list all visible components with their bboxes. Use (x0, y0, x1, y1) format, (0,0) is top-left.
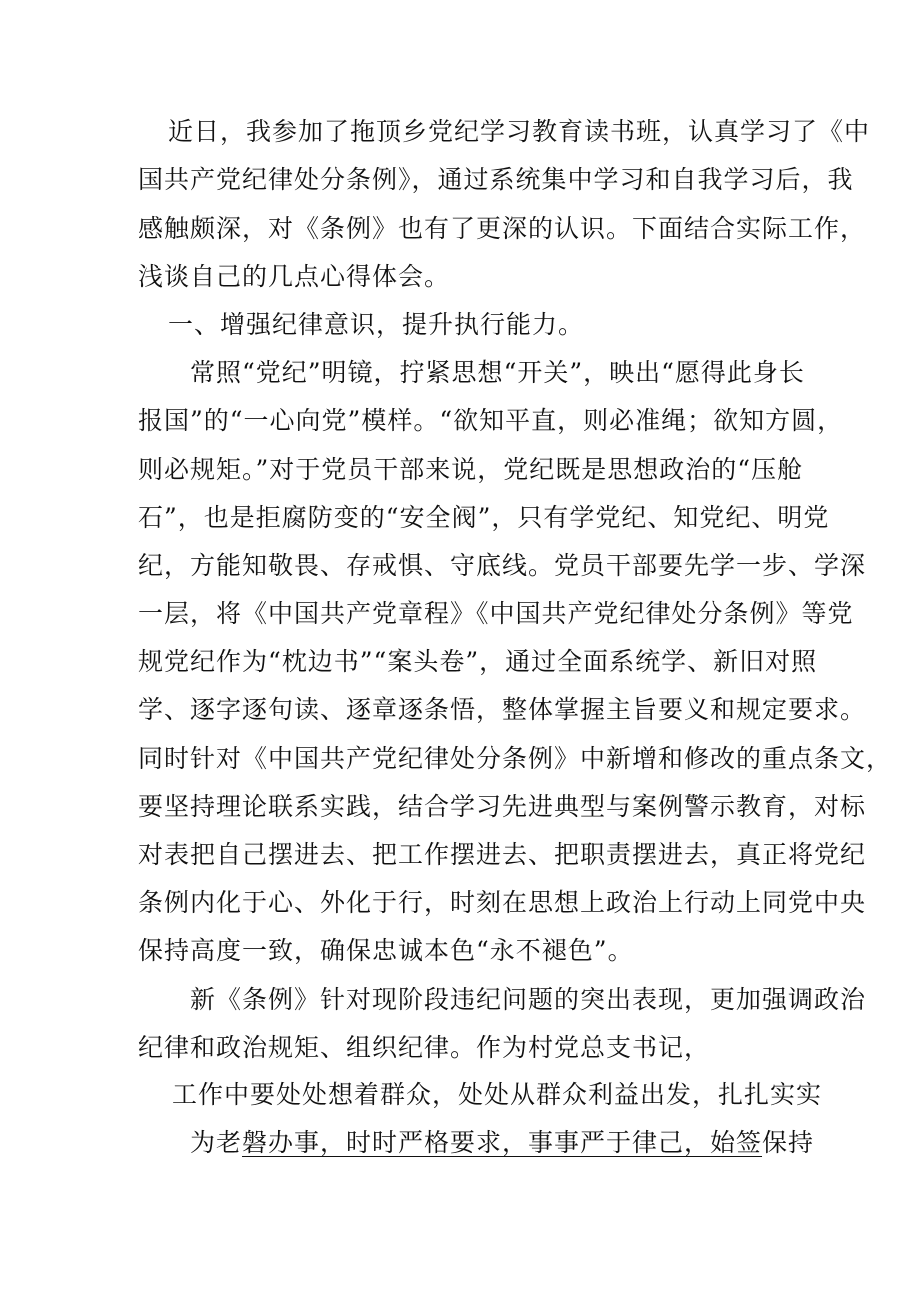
paragraph3-line-4 (190, 1128, 814, 1158)
section-heading-1: 一、增强纪律意识，提升执行能力。 (168, 310, 585, 339)
paragraph2-line-3: 则必规矩。”对于党员干部来说，党纪既是思想政治的“压舱 (138, 455, 804, 484)
paragraph2-line-10: 要坚持理论联系实践，结合学习先进典型与案例警示教育，对标 (138, 792, 867, 821)
paragraph3-line-2: 纪律和政治规矩、组织纪律。作为村党总支书记， (138, 1033, 711, 1062)
paragraph3-line-3: 工作中要处处想着群众，处处从群众利益出发，扎扎实实 (172, 1080, 823, 1109)
paragraph1-line-2: 国共产党纪律处分条例》，通过系统集中学习和自我学习后，我 (138, 165, 854, 194)
paragraph2-line-4: 石”，也是拒腐防变的“安全阀”，只有学党纪、知党纪、明党 (138, 503, 830, 532)
paragraph2-line-13: 保持高度一致，确保忠诚本色“永不褪色”。 (138, 936, 634, 965)
paragraph2-line-7: 规党纪作为“枕边书”“案头卷”，通过全面系统学、新旧对照 (138, 647, 818, 676)
paragraph2-line-8: 学、逐字逐句读、逐章逐条悟，整体掌握主旨要义和规定要求。 (138, 695, 867, 724)
paragraph2-line-12: 条例内化于心、外化于行，时刻在思想上政治上行动上同党中央 (138, 888, 867, 917)
paragraph3-line-1: 新《条例》针对现阶段违纪问题的突出表现，更加强调政治 (190, 985, 867, 1014)
paragraph2-line-5: 纪，方能知敬畏、存戒惧、守底线。党员干部要先学一步、学深 (138, 551, 867, 580)
paragraph2-line-1: 常照“党纪”明镜，拧紧思想“开关”，映出“愿得此身长 (190, 358, 805, 387)
paragraph2-line-11: 对表把自己摆进去、把工作摆进去、把职责摆进去，真正将党纪 (138, 840, 867, 869)
underlined-text: 磐办事，时时严格要求，事事严于律己，始签 (242, 1128, 763, 1157)
line-segment-plain-end: 保持 (762, 1128, 815, 1157)
paragraph2-line-6: 一层，将《中国共产党章程》《中国共产党纪律处分条例》等党 (138, 599, 854, 628)
line-segment-plain-start: 为老 (190, 1128, 243, 1157)
paragraph1-line-3: 感触颇深，对《条例》也有了更深的认识。下面结合实际工作， (138, 214, 867, 243)
paragraph2-line-9: 同时针对《中国共产党纪律处分条例》中新增和修改的重点条文， (138, 744, 893, 773)
paragraph1-line-1: 近日，我参加了拖顶乡党纪学习教育读书班，认真学习了《中 (168, 117, 871, 146)
paragraph1-line-4: 浅谈自己的几点心得体会。 (138, 262, 451, 291)
paragraph2-line-2: 报国”的“一心向党”模样。“欲知平直，则必准绳；欲知方圆， (138, 406, 844, 435)
